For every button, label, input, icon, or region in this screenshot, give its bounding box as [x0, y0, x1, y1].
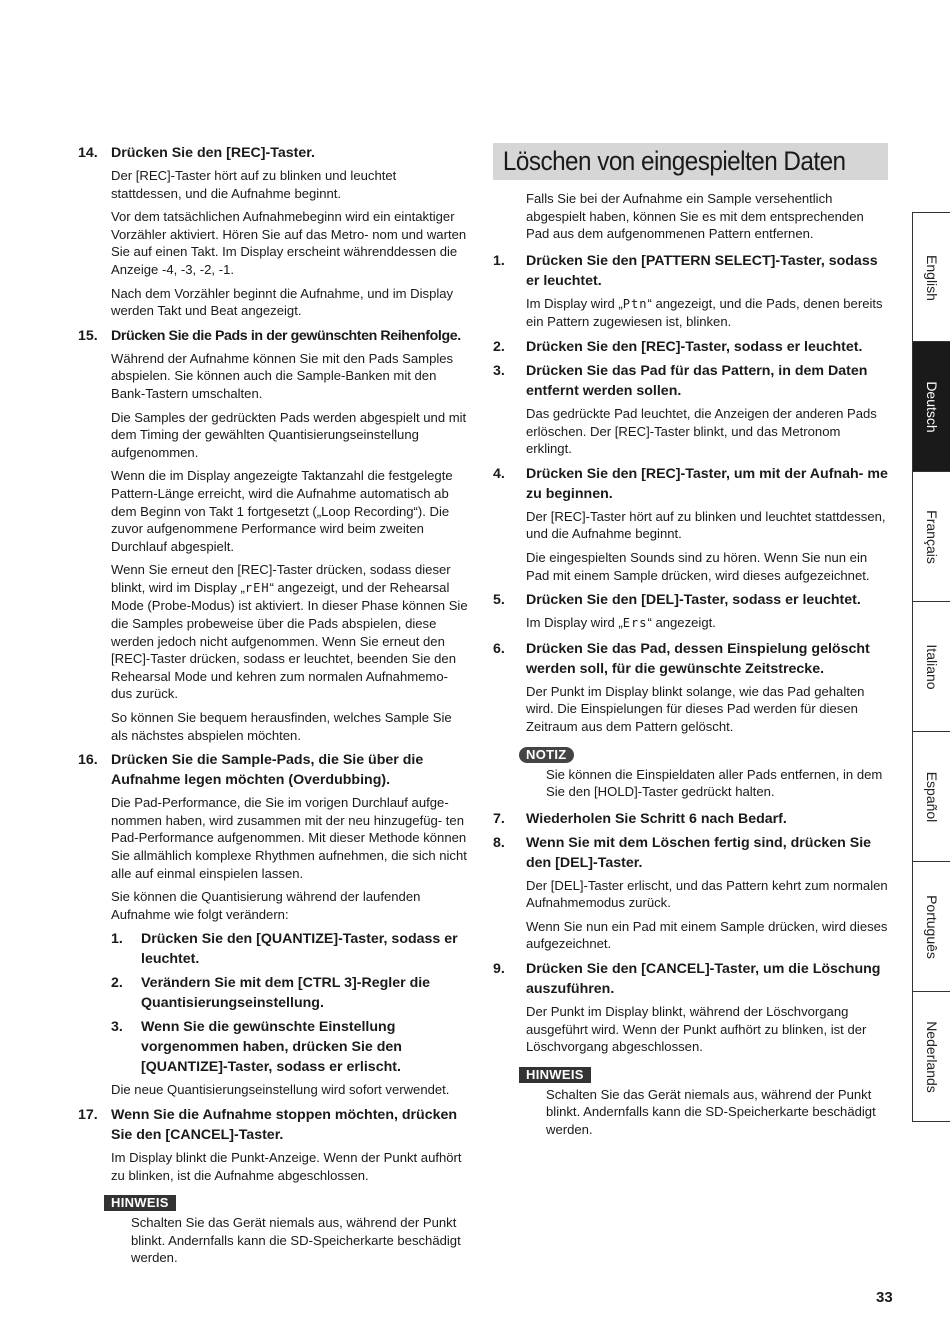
tab-espanol[interactable]: Español	[913, 732, 950, 862]
step-15: 15. Drücken Sie die Pads in der gewünschten Reihenfolge.	[78, 327, 461, 344]
notiz-text: Sie können die Einspieldaten aller Pads entfernen, in dem Sie den [HOLD]-Taster gedrückt halten.	[546, 766, 883, 800]
notiz-badge: NOTIZ	[519, 747, 574, 763]
paragraph: Im Display wird „Ers“ angezeigt.	[526, 615, 716, 631]
hinweis-block	[519, 1066, 888, 1139]
step-1: 1. Drücken Sie den [PATTERN SELECT]-Taster, sodass er leuchtet.	[493, 252, 878, 289]
hinweis-block	[104, 1194, 470, 1267]
section-title: Löschen von eingespielten Daten	[502, 146, 846, 176]
intro: Falls Sie bei der Aufnahme ein Sample versehentlich abgespielt haben, können Sie es mit dem entsprechenden Pad aus dem aufgenommenen Pattern entfernen.	[526, 191, 864, 242]
paragraph: Vor dem tatsächlichen Aufnahmebeginn wird ein eintaktiger Vorzähler aktiviert. Hören Sie auf das Metro- nom und warten Sie auf einen Takt. Im Display erscheint währenddessen die Anzeige -4, -3, -2, -1.	[111, 209, 467, 277]
paragraph: Die Pad-Performance, die Sie im vorigen Durchlauf aufge- nommen haben, wird zusammen mit der neu hinzugefüg- ten Pad-Performance aufgenommen. Mit dieser Methode können Sie allmählich komplexe Rhythmen aufnehmen, die sich nicht alle auf einmal einspielen lassen.	[111, 795, 467, 881]
tab-portugues[interactable]: Português	[913, 862, 950, 992]
paragraph: Wenn Sie nun ein Pad mit einem Sample drücken, wird dieses aufgezeichnet.	[526, 918, 888, 952]
left-column	[78, 143, 470, 1275]
page-number: 33	[876, 1289, 893, 1306]
paragraph: Der [REC]-Taster hört auf zu blinken und leuchtet stattdessen, und die Aufnahme beginnt.	[111, 168, 397, 201]
paragraph: Im Display wird „Ptn“ angezeigt, und die Pads, denen bereits ein Pattern zugewiesen ist, blinken.	[526, 295, 883, 330]
hinweis-badge: HINWEIS	[519, 1067, 591, 1083]
paragraph: Sie können die Quantisierung während der laufenden Aufnahme wie folgt verändern:	[111, 889, 421, 922]
paragraph: Der Punkt im Display blinkt, während der Löschvorgang ausgeführt wird. Wenn der Punkt aufhört zu blinken, ist der Löschvorgang abgeschlossen.	[526, 1004, 867, 1055]
paragraph: Der Punkt im Display blinkt solange, wie das Pad gehalten wird. Die Einspielungen für dieses Pad werden für diesen Zeitraum aus dem Pattern gelöscht.	[526, 683, 865, 734]
tab-francais[interactable]: Français	[913, 472, 950, 602]
section-title-bar	[493, 143, 888, 180]
paragraph: Während der Aufnahme können Sie mit den Pads Samples abspielen. Sie können auch die Sample-Banken mit den Bank-Tastern umschalten.	[111, 350, 454, 401]
right-column	[493, 143, 888, 1147]
step-4: 4. Drücken Sie den [REC]-Taster, um mit der Aufnah- me zu beginnen.	[493, 465, 888, 502]
tab-nederlands[interactable]: Nederlands	[913, 992, 950, 1122]
step-16: 16. Drücken Sie die Sample-Pads, die Sie über die Aufnahme legen möchten (Overdubbing).	[78, 752, 424, 789]
step-17: 17. Wenn Sie die Aufnahme stoppen möchten, drücken Sie den [CANCEL]-Taster.	[78, 1106, 458, 1143]
display-readout: Ers	[622, 616, 648, 631]
paragraph: Im Display blinkt die Punkt-Anzeige. Wenn der Punkt aufhört zu blinken, ist die Aufnahme abgeschlossen.	[111, 1149, 462, 1183]
tab-english[interactable]: English	[913, 212, 950, 342]
paragraph: Die eingespielten Sounds sind zu hören. Wenn Sie nun ein Pad mit einem Sample drücken, wird dieses aufgezeichnet.	[526, 549, 870, 583]
step-14: 14. Drücken Sie den [REC]-Taster.	[78, 145, 315, 161]
step-3: 3. Drücken Sie das Pad für das Pattern, in dem Daten entfernt werden sollen.	[493, 362, 868, 399]
step-2: 2. Drücken Sie den [REC]-Taster, sodass er leuchtet.	[493, 338, 863, 355]
paragraph: Das gedrückte Pad leuchtet, die Anzeigen der anderen Pads erlöschen. Der [REC]-Taster blinkt, und das Metronom erklingt.	[526, 405, 877, 457]
step-5: 5. Drücken Sie den [DEL]-Taster, sodass er leuchtet.	[493, 592, 861, 609]
substep-1: 1. Drücken Sie den [QUANTIZE]-Taster, sodass er leuchtet.	[111, 931, 458, 968]
substeps	[111, 929, 470, 1077]
paragraph: Wenn Sie erneut den [REC]-Taster drücken, sodass dieser blinkt, wird im Display „rEH“ angezeigt, und der Rehearsal Mode (Probe-Modus) ist aktiviert. In dieser Phase können Sie die Samples probeweise über die Pads abspielen, diese werden jedoch nicht aufgenommen. Wenn Sie erneut den [REC]-Taster drücken, sodass er leuchtet, beenden Sie den Rehearsal Mode und kehren zum normalen Aufnahmemo- dus zurück.	[111, 562, 468, 702]
paragraph: Die neue Quantisierungseinstellung wird sofort verwendet.	[111, 1082, 450, 1098]
display-readout: Ptn	[622, 296, 648, 311]
step-9: 9. Drücken Sie den [CANCEL]-Taster, um die Löschung auszuführen.	[493, 961, 881, 998]
display-readout: rEH	[244, 580, 270, 595]
step-6: 6. Drücken Sie das Pad, dessen Einspielung gelöscht werden soll, für die gewünschte Zeitstrecke.	[493, 640, 870, 677]
paragraph: Der [REC]-Taster hört auf zu blinken und leuchtet stattdessen, und die Aufnahme beginnt.	[526, 508, 886, 542]
paragraph: Nach dem Vorzähler beginnt die Aufnahme, und im Display werden Takt und Beat angezeigt.	[111, 285, 454, 319]
step-7: 7. Wiederholen Sie Schritt 6 nach Bedarf.	[493, 810, 787, 827]
hinweis-badge: HINWEIS	[104, 1195, 176, 1211]
paragraph: So können Sie bequem herausfinden, welches Sample Sie als nächstes abspielen möchten.	[111, 710, 452, 743]
hinweis-text: Schalten Sie das Gerät niemals aus, während der Punkt blinkt. Andernfalls kann die SD-Speicherkarte beschädigt werden.	[131, 1215, 461, 1266]
hinweis-text: Schalten Sie das Gerät niemals aus, während der Punkt blinkt. Andernfalls kann die SD-Speicherkarte beschädigt werden.	[546, 1086, 876, 1138]
step-8: 8. Wenn Sie mit dem Löschen fertig sind, drücken Sie den [DEL]-Taster.	[493, 834, 872, 871]
tab-deutsch[interactable]: Deutsch	[913, 342, 950, 472]
notiz-block	[519, 746, 888, 801]
paragraph: Der [DEL]-Taster erlischt, und das Pattern kehrt zum normalen Aufnahmemodus zurück.	[526, 877, 888, 911]
tab-italiano[interactable]: Italiano	[913, 602, 950, 732]
substep-3: 3. Wenn Sie die gewünschte Einstellung vorgenommen haben, drücken Sie den [QUANTIZE]-Taster, sodass er erlischt.	[111, 1019, 402, 1076]
language-tabs	[912, 212, 950, 1122]
paragraph: Wenn die im Display angezeigte Taktanzahl die festgelegte Pattern-Länge erreicht, wird die Aufnahme automatisch ab dem Beginn von Takt 1 fortgesetzt („Loop Recording“). Die zuvor aufgenommene Performance wird beim zweiten Durchlauf abgespielt.	[111, 468, 453, 554]
substep-2: 2. Verändern Sie mit dem [CTRL 3]-Regler die Quantisierungseinstellung.	[111, 975, 431, 1012]
paragraph: Die Samples der gedrückten Pads werden abgespielt und mit dem Timing der gewählten Quantisierungseinstellung aufgenommen.	[111, 409, 467, 460]
